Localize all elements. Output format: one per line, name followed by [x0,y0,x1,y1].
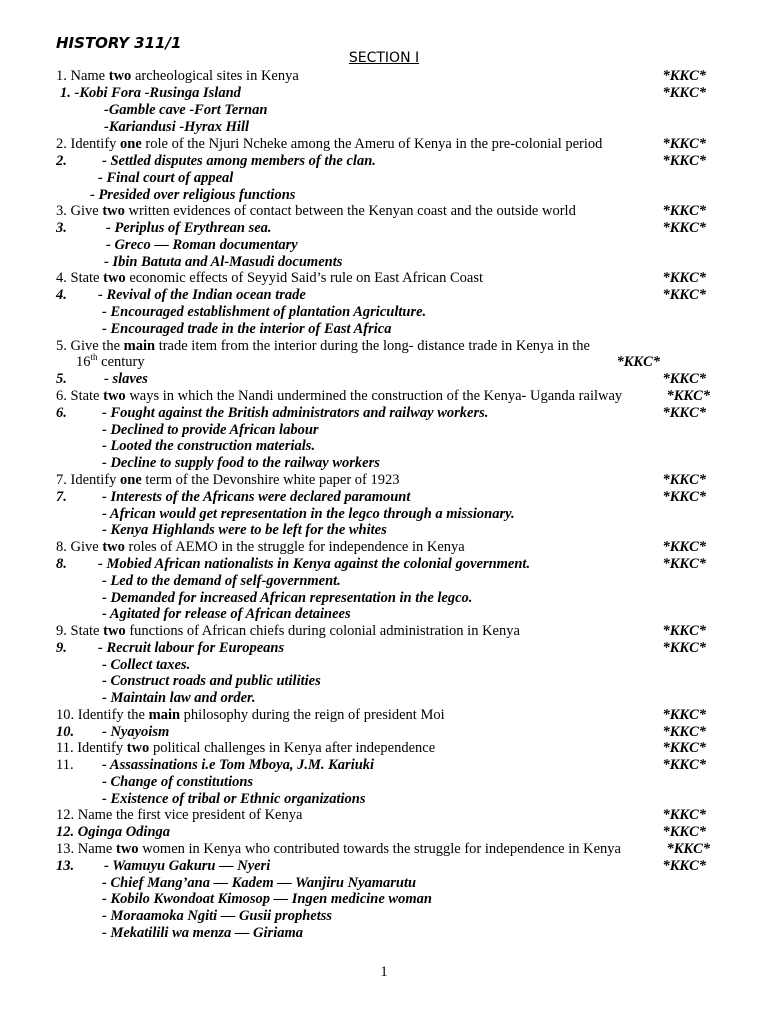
question-6: 6. State two ways in which the Nandi undermined the construction of the Kenya- Uganda railway *KKC* [56,388,710,404]
answer-4-line: - Encouraged trade in the interior of East Africa [102,321,392,337]
question-5-continued: 16th century *KKC* [76,352,660,370]
answer-11-line: - Existence of tribal or Ethnic organizations [102,791,366,807]
marker-label: *KKC* [662,858,706,874]
answer-13-line: - Moraamoka Ngiti — Gusii prophetss [102,908,333,924]
answer-4-line: 4. - Revival of the Indian ocean trade *KKC* [56,287,706,303]
answer-9-line: - Maintain law and order. [102,690,256,706]
question-1: 1. Name two archeological sites in Kenya *KKC* [56,68,706,84]
answer-4-line: - Encouraged establishment of plantation Agriculture. [102,304,427,320]
answer-7-line: 7. - Interests of the Africans were declared paramount *KKC* [56,489,706,505]
marker-label: *KKC* [662,757,706,773]
answer-9-line: - Collect taxes. [102,657,191,673]
marker-label: *KKC* [662,623,706,639]
answer-8-line: 8. - Mobied African nationalists in Kenya against the colonial government. *KKC* [56,556,706,572]
page-header-title: HISTORY 311/1 [56,34,182,52]
marker-label: *KKC* [662,287,706,303]
marker-label: *KKC* [666,388,710,404]
answer-10-line: 10. - Nyayoism *KKC* [56,724,706,740]
marker-label: *KKC* [662,153,706,169]
answer-8-line: - Agitated for release of African detainees [102,606,351,622]
marker-label: *KKC* [662,405,706,421]
marker-label: *KKC* [662,85,706,101]
marker-label: *KKC* [662,220,706,236]
answer-7-line: - African would get representation in the legco through a missionary. [102,506,515,522]
answer-13-line: - Chief Mang’ana — Kadem — Wanjiru Nyamarutu [102,875,417,891]
answer-2-line: - Final court of appeal [98,170,234,186]
question-7: 7. Identify one term of the Devonshire white paper of 1923 *KKC* [56,472,706,488]
marker-label: *KKC* [662,539,706,555]
answer-3-line: - Greco — Roman documentary [106,237,298,253]
answer-1-line: 1. -Kobi Fora -Rusinga Island *KKC* [60,85,706,101]
marker-label: *KKC* [662,371,706,387]
marker-label: *KKC* [666,841,710,857]
answer-3-line: 3. - Periplus of Erythrean sea. *KKC* [56,220,706,236]
answer-1-line: -Gamble cave -Fort Ternan [104,102,268,118]
answer-6-line: - Declined to provide African labour [102,422,319,438]
answer-9-line: - Construct roads and public utilities [102,673,321,689]
answer-6-line: - Decline to supply food to the railway workers [102,455,380,471]
marker-label: *KKC* [662,136,706,152]
answer-13-line: - Mekatilili wa menza — Giriama [102,925,303,941]
question-13: 13. Name two women in Kenya who contributed towards the struggle for independence in Kenya *KKC* [56,841,710,857]
marker-label: *KKC* [662,489,706,505]
answer-12-line: 12. Oginga Odinga *KKC* [56,824,706,840]
marker-label: *KKC* [616,354,660,370]
question-2: 2. Identify one role of the Njuri Ncheke among the Ameru of Kenya in the pre-colonial period *KKC* [56,136,706,152]
answer-9-line: 9. - Recruit labour for Europeans *KKC* [56,640,706,656]
question-10: 10. Identify the main philosophy during the reign of president Moi *KKC* [56,707,706,723]
answer-2-line: - Presided over religious functions [90,187,296,203]
answer-13-line: 13. - Wamuyu Gakuru — Nyeri *KKC* [56,858,706,874]
marker-label: *KKC* [662,707,706,723]
answer-1-line: -Kariandusi -Hyrax Hill [104,119,250,135]
section-heading: SECTION I [348,50,420,66]
question-4: 4. State two economic effects of Seyyid Said’s rule on East African Coast *KKC* [56,270,706,286]
question-8: 8. Give two roles of AEMO in the struggle for independence in Kenya *KKC* [56,539,706,555]
marker-label: *KKC* [662,640,706,656]
answer-11-line: 11. - Assassinations i.e Tom Mboya, J.M. Kariuki *KKC* [56,757,706,773]
question-9: 9. State two functions of African chiefs during colonial administration in Kenya *KKC* [56,623,706,639]
question-11: 11. Identify two political challenges in Kenya after independence *KKC* [56,740,706,756]
page-number: 1 [380,964,388,980]
marker-label: *KKC* [662,270,706,286]
marker-label: *KKC* [662,807,706,823]
question-5: 5. Give the main trade item from the interior during the long- distance trade in Kenya in the [56,338,590,354]
answer-3-line: - Ibin Batuta and Al-Masudi documents [104,254,343,270]
marker-label: *KKC* [662,203,706,219]
marker-label: *KKC* [662,472,706,488]
marker-label: *KKC* [662,556,706,572]
question-3: 3. Give two written evidences of contact between the Kenyan coast and the outside world *KKC* [56,203,706,219]
answer-6-line: 6. - Fought against the British administrators and railway workers. *KKC* [56,405,706,421]
marker-label: *KKC* [662,824,706,840]
answer-8-line: - Led to the demand of self-government. [102,573,341,589]
answer-7-line: - Kenya Highlands were to be left for the whites [102,522,387,538]
answer-2-line: 2. - Settled disputes among members of the clan. *KKC* [56,153,706,169]
marker-label: *KKC* [662,740,706,756]
question-12: 12. Name the first vice president of Kenya *KKC* [56,807,706,823]
answer-6-line: - Looted the construction materials. [102,438,316,454]
answer-5-line: 5. - slaves *KKC* [56,371,706,387]
answer-11-line: - Change of constitutions [102,774,254,790]
marker-label: *KKC* [662,724,706,740]
marker-label: *KKC* [662,68,706,84]
answer-8-line: - Demanded for increased African representation in the legco. [102,590,473,606]
answer-13-line: - Kobilo Kwondoat Kimosop — Ingen medicine woman [102,891,432,907]
